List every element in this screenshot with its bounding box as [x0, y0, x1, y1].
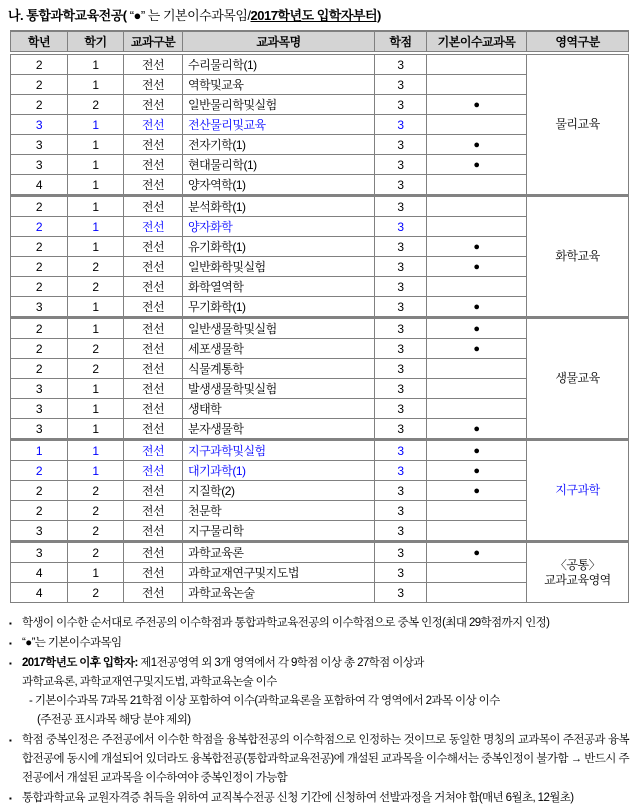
basic-dot-cell [427, 175, 527, 196]
basic-dot-cell [427, 501, 527, 521]
course-name-cell: 세포생물학 [183, 339, 375, 359]
header-course-type: 교과구분 [124, 31, 183, 53]
area-cell: 물리교육 [527, 53, 629, 196]
note-text [22, 654, 629, 673]
course-name-cell: 천문학 [183, 501, 375, 521]
note-duplicate-credit [9, 614, 629, 633]
semester-cell: 1 [68, 115, 124, 135]
credits-cell: 3 [375, 542, 427, 563]
basic-dot-cell [427, 115, 527, 135]
course-name-cell: 화학열역학 [183, 277, 375, 297]
year-cell: 2 [11, 318, 68, 339]
basic-dot-cell: ● [427, 542, 527, 563]
course-name-cell: 과학교육론 [183, 542, 375, 563]
title-prefix: 나. 통합과학교육전공( [8, 8, 127, 23]
table-row [11, 440, 629, 461]
header-basic-required: 기본이수교과목 [427, 31, 527, 53]
year-cell: 2 [11, 217, 68, 237]
course-name-cell: 유기화학(1) [183, 237, 375, 257]
year-cell: 1 [11, 440, 68, 461]
semester-cell: 2 [68, 257, 124, 277]
credits-cell: 3 [375, 419, 427, 440]
basic-dot-cell [427, 75, 527, 95]
year-cell: 2 [11, 277, 68, 297]
course-name-cell: 무기화학(1) [183, 297, 375, 318]
basic-dot-cell [427, 359, 527, 379]
basic-dot-cell: ● [427, 440, 527, 461]
basic-dot-cell: ● [427, 318, 527, 339]
semester-cell: 1 [68, 237, 124, 257]
table-row [11, 196, 629, 217]
bullet-square-icon: ▪ [9, 736, 12, 745]
semester-cell: 2 [68, 481, 124, 501]
basic-dot-cell [427, 521, 527, 542]
semester-cell: 1 [68, 318, 124, 339]
semester-cell: 2 [68, 339, 124, 359]
note-subitem: (주전공 표시과목 해당 분야 제외) [37, 714, 191, 726]
course-type-cell: 전선 [124, 481, 183, 501]
course-type-cell: 전선 [124, 277, 183, 297]
course-name-cell: 분자생물학 [183, 419, 375, 440]
basic-dot-cell: ● [427, 481, 527, 501]
credits-cell: 3 [375, 75, 427, 95]
course-name-cell: 전자기학(1) [183, 135, 375, 155]
year-cell: 3 [11, 155, 68, 175]
course-name-cell: 역학및교육 [183, 75, 375, 95]
course-name-cell: 일반생물학및실험 [183, 318, 375, 339]
course-type-cell: 전선 [124, 175, 183, 196]
semester-cell: 2 [68, 501, 124, 521]
credits-cell: 3 [375, 196, 427, 217]
basic-dot-cell [427, 217, 527, 237]
title-legend: “●” 는 기본이수과목임/ [126, 8, 251, 23]
table-row [11, 542, 629, 563]
course-type-cell: 전선 [124, 318, 183, 339]
semester-cell: 1 [68, 53, 124, 75]
year-cell: 3 [11, 521, 68, 542]
course-name-cell: 생태학 [183, 399, 375, 419]
credits-cell: 3 [375, 53, 427, 75]
credits-cell: 3 [375, 297, 427, 318]
note-text-line2: 과학교육론, 과학교재연구및지도법, 과학교육논술 이수 [22, 676, 277, 688]
page-title [8, 5, 629, 24]
year-cell: 2 [11, 257, 68, 277]
course-type-cell: 전선 [124, 135, 183, 155]
course-type-cell: 전선 [124, 237, 183, 257]
bullet-square-icon: ▪ [9, 659, 12, 668]
year-cell: 3 [11, 399, 68, 419]
year-cell: 2 [11, 359, 68, 379]
semester-cell: 1 [68, 155, 124, 175]
year-cell: 3 [11, 542, 68, 563]
semester-cell: 1 [68, 563, 124, 583]
semester-cell: 2 [68, 277, 124, 297]
year-cell: 3 [11, 297, 68, 318]
course-name-cell: 지질학(2) [183, 481, 375, 501]
course-type-cell: 전선 [124, 339, 183, 359]
basic-dot-cell [427, 399, 527, 419]
bullet-square-icon: ▪ [9, 794, 12, 803]
credits-cell: 3 [375, 359, 427, 379]
area-cell: 화학교육 [527, 196, 629, 318]
credits-cell: 3 [375, 501, 427, 521]
course-name-cell: 수리물리학(1) [183, 53, 375, 75]
basic-dot-cell: ● [427, 95, 527, 115]
basic-dot-cell [427, 563, 527, 583]
year-cell: 2 [11, 196, 68, 217]
year-cell: 4 [11, 175, 68, 196]
course-name-cell: 전산물리및교육 [183, 115, 375, 135]
credits-cell: 3 [375, 277, 427, 297]
course-type-cell: 전선 [124, 521, 183, 542]
year-cell: 2 [11, 95, 68, 115]
header-year: 학년 [11, 31, 68, 53]
credits-cell: 3 [375, 440, 427, 461]
year-cell: 2 [11, 481, 68, 501]
note-credit-recognition-rule [9, 731, 629, 788]
header-credits: 학점 [375, 31, 427, 53]
course-type-cell: 전선 [124, 583, 183, 603]
semester-cell: 1 [68, 461, 124, 481]
basic-dot-cell: ● [427, 135, 527, 155]
semester-cell: 2 [68, 583, 124, 603]
basic-dot-cell [427, 583, 527, 603]
basic-dot-cell: ● [427, 461, 527, 481]
course-name-cell: 과학교재연구및지도법 [183, 563, 375, 583]
course-name-cell: 지구물리학 [183, 521, 375, 542]
course-type-cell: 전선 [124, 419, 183, 440]
course-name-cell: 분석화학(1) [183, 196, 375, 217]
year-cell: 3 [11, 419, 68, 440]
credits-cell: 3 [375, 563, 427, 583]
course-type-cell: 전선 [124, 399, 183, 419]
semester-cell: 1 [68, 379, 124, 399]
course-name-cell: 현대물리학(1) [183, 155, 375, 175]
year-cell: 2 [11, 339, 68, 359]
header-area: 영역구분 [527, 31, 629, 53]
table-row [11, 318, 629, 339]
year-cell: 2 [11, 75, 68, 95]
course-type-cell: 전선 [124, 501, 183, 521]
credits-cell: 3 [375, 95, 427, 115]
credits-cell: 3 [375, 481, 427, 501]
course-name-cell: 식물계통학 [183, 359, 375, 379]
course-type-cell: 전선 [124, 155, 183, 175]
table-header-row [11, 31, 629, 53]
course-type-cell: 전선 [124, 542, 183, 563]
year-cell: 4 [11, 563, 68, 583]
year-cell: 2 [11, 461, 68, 481]
basic-dot-cell [427, 196, 527, 217]
semester-cell: 2 [68, 521, 124, 542]
course-type-cell: 전선 [124, 440, 183, 461]
table-row [11, 53, 629, 75]
semester-cell: 1 [68, 399, 124, 419]
credits-cell: 3 [375, 379, 427, 399]
course-type-cell: 전선 [124, 461, 183, 481]
header-semester: 학기 [68, 31, 124, 53]
course-name-cell: 지구과학및실험 [183, 440, 375, 461]
course-type-cell: 전선 [124, 95, 183, 115]
basic-dot-cell [427, 53, 527, 75]
semester-cell: 1 [68, 440, 124, 461]
semester-cell: 1 [68, 135, 124, 155]
course-table [10, 30, 629, 603]
course-name-cell: 양자역학(1) [183, 175, 375, 196]
course-name-cell: 양자화학 [183, 217, 375, 237]
basic-dot-cell: ● [427, 297, 527, 318]
semester-cell: 1 [68, 297, 124, 318]
course-name-cell: 대기과학(1) [183, 461, 375, 481]
note-subitem: - 기본이수과목 7과목 21학점 이상 포함하여 이수(과학교육론을 포함하여 각 영역에서 2과목 이상 이수 [29, 695, 500, 707]
note-bold-lead: 2017학년도 이후 입학자: [22, 657, 138, 669]
semester-cell: 1 [68, 419, 124, 440]
course-type-cell: 전선 [124, 196, 183, 217]
credits-cell: 3 [375, 521, 427, 542]
note-dot-legend [9, 634, 629, 653]
course-type-cell: 전선 [124, 379, 183, 399]
year-cell: 4 [11, 583, 68, 603]
course-name-cell: 일반화학및실험 [183, 257, 375, 277]
credits-cell: 3 [375, 399, 427, 419]
semester-cell: 1 [68, 175, 124, 196]
credits-cell: 3 [375, 115, 427, 135]
course-name-cell: 발생생물학및실험 [183, 379, 375, 399]
bullet-square-icon: ▪ [9, 619, 12, 628]
course-type-cell: 전선 [124, 257, 183, 277]
credits-cell: 3 [375, 217, 427, 237]
title-effective-date: 2017학년도 입학자부터) [250, 8, 381, 23]
area-cell: 생물교육 [527, 318, 629, 440]
semester-cell: 1 [68, 217, 124, 237]
semester-cell: 2 [68, 359, 124, 379]
credits-cell: 3 [375, 175, 427, 196]
credits-cell: 3 [375, 135, 427, 155]
header-course-name: 교과목명 [183, 31, 375, 53]
course-type-cell: 전선 [124, 297, 183, 318]
notes-section [9, 614, 629, 808]
course-type-cell: 전선 [124, 53, 183, 75]
year-cell: 3 [11, 135, 68, 155]
course-type-cell: 전선 [124, 359, 183, 379]
basic-dot-cell [427, 277, 527, 297]
year-cell: 2 [11, 501, 68, 521]
basic-dot-cell [427, 379, 527, 399]
credits-cell: 3 [375, 318, 427, 339]
basic-dot-cell: ● [427, 339, 527, 359]
credits-cell: 3 [375, 237, 427, 257]
semester-cell: 1 [68, 75, 124, 95]
area-cell: 〈공통〉 교과교육영역 [527, 542, 629, 603]
year-cell: 2 [11, 53, 68, 75]
course-type-cell: 전선 [124, 563, 183, 583]
credits-cell: 3 [375, 339, 427, 359]
credits-cell: 3 [375, 461, 427, 481]
bullet-square-icon: ▪ [9, 639, 12, 648]
note-teacher-certificate [9, 789, 629, 808]
basic-dot-cell: ● [427, 257, 527, 277]
area-cell: 지구과학 [527, 440, 629, 542]
note-text: 학점 중복인정은 주전공에서 이수한 학점을 융복합전공의 이수학점으로 인정하는 것이므로 동일한 명칭의 교과목이 주전공과 융복합전공에 동시에 개설되어 있더라도 융복합전공(통합과학교육전공)에 개설된 교과목을 이수해서는 중복인정이 불가함 → 반드시 주전공에서 개설된 교과목을 이수하여야 중복인정이 가능함 [22, 734, 629, 784]
note-text: “●”는 기본이수과목임 [22, 637, 122, 649]
year-cell: 3 [11, 379, 68, 399]
note-text-rest: 제1전공영역 외 3개 영역에서 각 9학점 이상 총 27학점 이상과 [137, 657, 424, 669]
year-cell: 2 [11, 237, 68, 257]
course-name-cell: 과학교육논술 [183, 583, 375, 603]
note-text: 통합과학교육 교원자격증 취득을 위하여 교직복수전공 신청 기간에 신청하여 선발과정을 거쳐야 함(매년 6월초, 12월초) [22, 792, 574, 804]
credits-cell: 3 [375, 257, 427, 277]
basic-dot-cell: ● [427, 155, 527, 175]
semester-cell: 1 [68, 196, 124, 217]
credits-cell: 3 [375, 583, 427, 603]
year-cell: 3 [11, 115, 68, 135]
credits-cell: 3 [375, 155, 427, 175]
course-type-cell: 전선 [124, 75, 183, 95]
course-type-cell: 전선 [124, 115, 183, 135]
basic-dot-cell: ● [427, 419, 527, 440]
note-text: 학생이 이수한 순서대로 주전공의 이수학점과 통합과학교육전공의 이수학점으로 중복 인정(최대 29학점까지 인정) [22, 617, 550, 629]
course-type-cell: 전선 [124, 217, 183, 237]
note-2017-requirements [9, 654, 629, 730]
basic-dot-cell: ● [427, 237, 527, 257]
course-name-cell: 일반물리학및실험 [183, 95, 375, 115]
semester-cell: 2 [68, 542, 124, 563]
semester-cell: 2 [68, 95, 124, 115]
